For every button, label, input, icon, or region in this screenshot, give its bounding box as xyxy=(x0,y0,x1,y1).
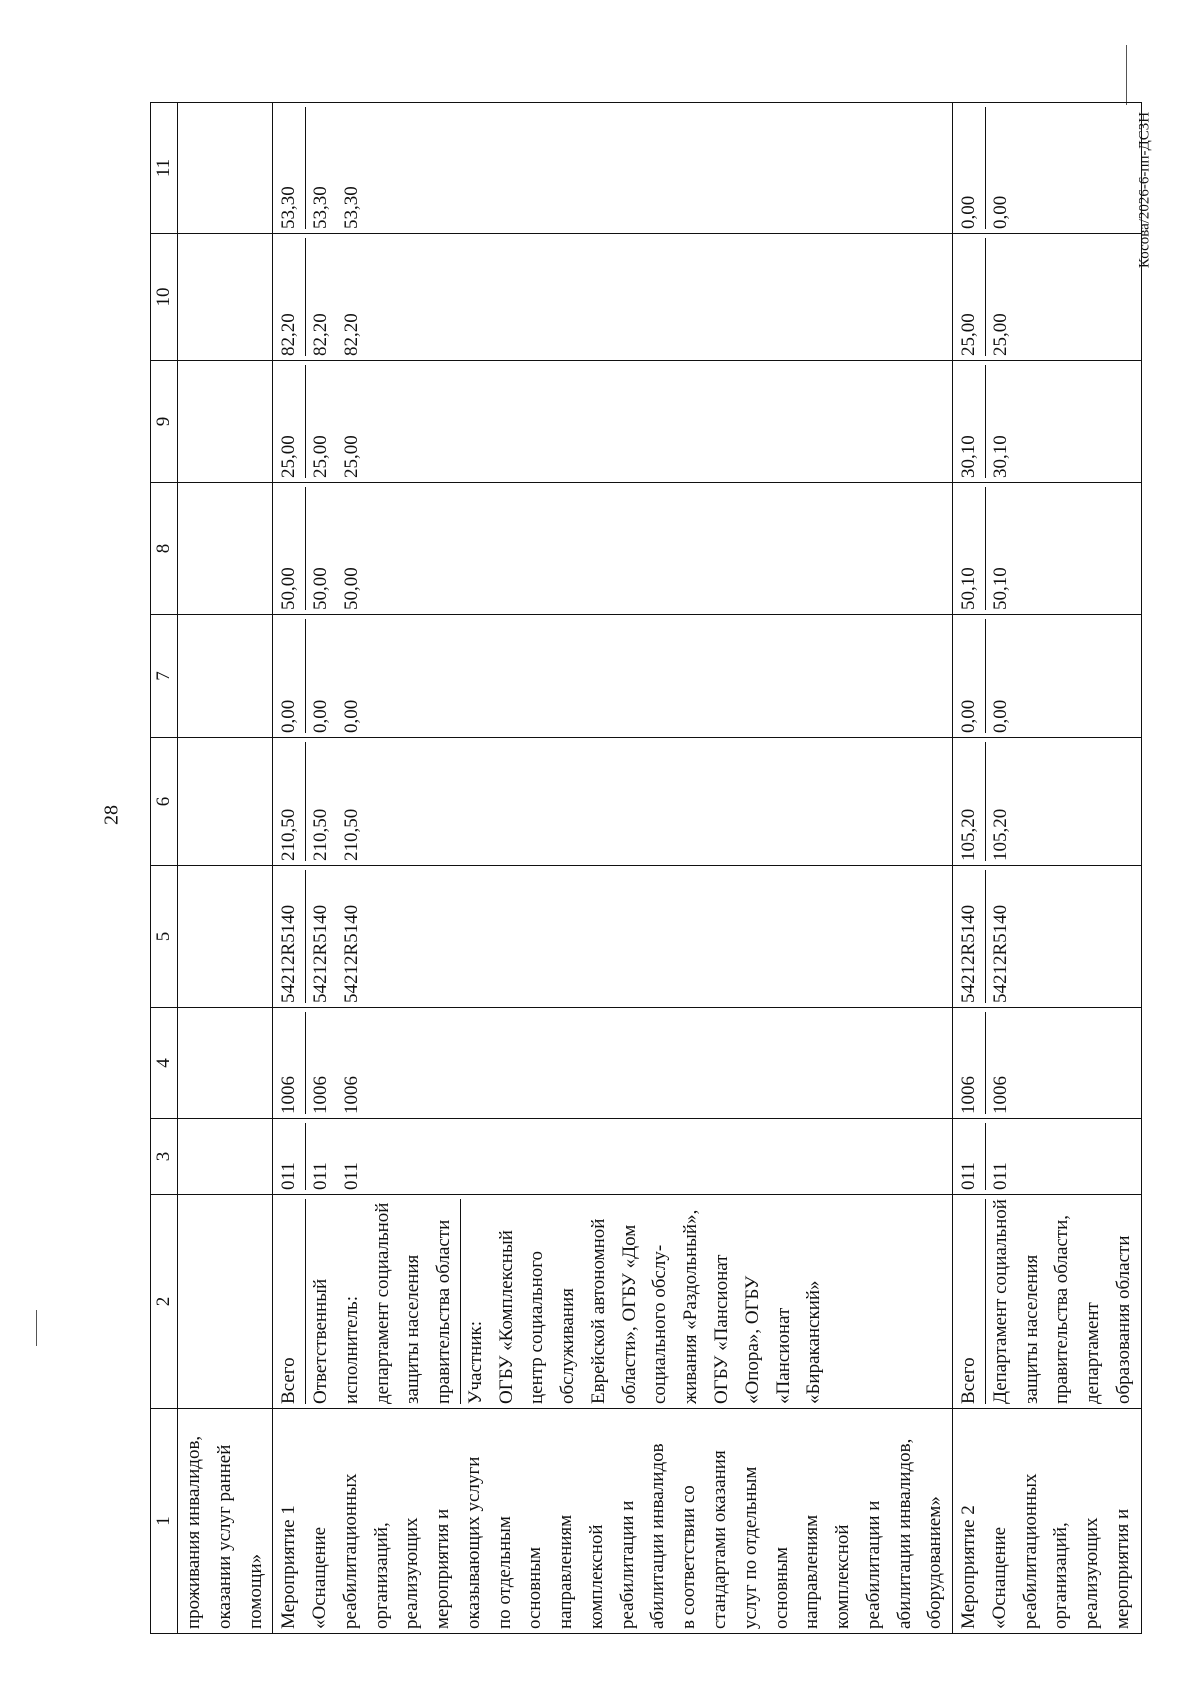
amount-year-cell xyxy=(953,615,1142,738)
value-responsible: 210,50 xyxy=(310,808,332,861)
value-participant: 50,00 xyxy=(340,567,362,610)
text-line: Участник: xyxy=(464,1320,486,1404)
text-line: ОГБУ «Пансионат xyxy=(711,1254,733,1404)
measure-description-cell xyxy=(178,1409,273,1634)
header-cell: 2 xyxy=(151,1195,178,1409)
header-cell: 8 xyxy=(151,483,178,615)
text-line: в соответствии со xyxy=(678,1485,700,1629)
header-cell: 6 xyxy=(151,738,178,866)
empty-cell xyxy=(178,1195,273,1409)
table-row xyxy=(178,103,273,1634)
value-total: 54212R5140 xyxy=(954,870,986,1003)
value-participant: 210,50 xyxy=(340,808,362,861)
value-total: 54212R5140 xyxy=(274,870,306,1003)
value-responsible: 50,10 xyxy=(989,567,1011,610)
value-participant: 1006 xyxy=(340,1076,362,1114)
text-line: помощи» xyxy=(244,1553,266,1629)
text-line: Мероприятие 1 xyxy=(278,1505,300,1629)
amount-year-cell xyxy=(953,361,1142,483)
section-code-cell xyxy=(273,1008,953,1119)
value-participant: 54212R5140 xyxy=(340,904,362,1003)
text-line: мероприятия и xyxy=(432,1508,454,1629)
value-participant: 0,00 xyxy=(340,699,362,733)
executor-cell xyxy=(273,1195,953,1409)
amount-year-cell xyxy=(953,234,1142,361)
header-cell: 3 xyxy=(151,1119,178,1195)
amount-year-cell xyxy=(273,615,953,738)
text-line: образования области xyxy=(1112,1235,1134,1404)
text-line: комплексной xyxy=(585,1524,607,1629)
text-line: Мероприятие 2 xyxy=(958,1505,980,1629)
target-article-cell xyxy=(273,866,953,1008)
amount-year-cell xyxy=(953,103,1142,234)
value-total: 53,30 xyxy=(274,107,306,229)
text-line: проживания инвалидов, xyxy=(183,1435,204,1629)
amount-year-cell xyxy=(953,483,1142,615)
value-responsible: 0,00 xyxy=(989,195,1011,229)
total-label: Всего xyxy=(274,1199,306,1404)
value-responsible: 25,00 xyxy=(989,313,1011,356)
value-total: 50,00 xyxy=(274,487,306,610)
value-participant: 53,30 xyxy=(340,186,362,229)
header-cell: 7 xyxy=(151,615,178,738)
text-line: услуг по отдельным xyxy=(739,1466,761,1629)
text-line: оказании услуг ранней xyxy=(213,1444,235,1629)
text-line: реабилитационных xyxy=(1019,1473,1041,1629)
empty-cell xyxy=(178,234,273,361)
value-total: 50,10 xyxy=(954,487,986,610)
text-line: абилитации инвалидов xyxy=(647,1443,669,1629)
measure-description-cell xyxy=(273,1409,953,1634)
text-line: защиты населения xyxy=(402,1254,424,1404)
budget-table xyxy=(150,102,1142,1634)
text-line: направлениям xyxy=(801,1514,823,1629)
value-responsible: 54212R5140 xyxy=(989,904,1011,1003)
value-total: 011 xyxy=(274,1123,306,1190)
header-cell: 1 xyxy=(151,1409,178,1634)
value-total: 105,20 xyxy=(954,742,986,861)
table-row xyxy=(273,103,953,1634)
text-line: оборудованием» xyxy=(924,1496,946,1629)
amount-total-cell xyxy=(273,738,953,866)
text-line: «Оснащение xyxy=(309,1526,331,1629)
budget-table-frame xyxy=(150,103,1134,1634)
value-responsible: 0,00 xyxy=(989,699,1011,733)
empty-cell xyxy=(178,738,273,866)
value-total: 82,20 xyxy=(274,238,306,356)
empty-cell xyxy=(178,615,273,738)
scan-artifact-line xyxy=(36,1310,37,1346)
header-row xyxy=(151,103,178,1634)
scan-artifact-line xyxy=(1126,45,1127,105)
total-label: Всего xyxy=(954,1199,986,1404)
text-line: реабилитации и xyxy=(616,1500,638,1629)
budget-table-rotated xyxy=(150,103,1134,1634)
text-line: комплексной xyxy=(832,1524,854,1629)
text-line: департамент xyxy=(1082,1302,1104,1404)
text-line: правительства области xyxy=(429,1199,461,1404)
amount-year-cell xyxy=(273,483,953,615)
value-total: 0,00 xyxy=(274,619,306,733)
table-row xyxy=(953,103,1142,1634)
text-line: основным xyxy=(770,1546,792,1629)
text-line: Департамент социальной xyxy=(989,1199,1011,1404)
value-participant: 25,00 xyxy=(340,435,362,478)
text-line: «Пансионат xyxy=(772,1307,794,1404)
text-line: по отдельным xyxy=(493,1516,515,1629)
text-line: «Бираканский» xyxy=(803,1280,825,1404)
text-line: основным xyxy=(524,1546,546,1629)
text-line: организаций, xyxy=(370,1522,392,1629)
text-line: области», ОГБУ «Дом xyxy=(618,1224,640,1404)
text-line: центр социального xyxy=(526,1250,548,1404)
text-line: «Опора», ОГБУ xyxy=(741,1275,763,1404)
empty-cell xyxy=(178,103,273,234)
text-line: исполнитель: xyxy=(340,1296,362,1404)
text-line: реабилитационных xyxy=(339,1473,361,1629)
text-line: обслуживания xyxy=(557,1288,579,1404)
amount-year-cell xyxy=(273,361,953,483)
amount-year-cell xyxy=(273,103,953,234)
value-responsible: 54212R5140 xyxy=(310,904,332,1003)
value-responsible: 011 xyxy=(989,1162,1011,1190)
empty-cell xyxy=(178,361,273,483)
header-cell: 10 xyxy=(151,234,178,361)
text-line: реализующих xyxy=(1081,1517,1103,1629)
value-participant: 011 xyxy=(340,1162,362,1190)
value-responsible: 50,00 xyxy=(310,567,332,610)
value-total: 210,50 xyxy=(274,742,306,861)
amount-total-cell xyxy=(953,738,1142,866)
value-total: 25,00 xyxy=(954,238,986,356)
page-number: 28 xyxy=(100,805,123,825)
text-line: Еврейской автономной xyxy=(587,1218,609,1404)
text-line: стандартами оказания xyxy=(709,1450,731,1629)
text-line: организаций, xyxy=(1050,1522,1072,1629)
text-line: защиты населения xyxy=(1020,1254,1042,1404)
section-code-cell xyxy=(953,1008,1142,1119)
text-line: направлениям xyxy=(555,1514,577,1629)
empty-cell xyxy=(178,866,273,1008)
value-responsible: 30,10 xyxy=(989,435,1011,478)
header-cell: 9 xyxy=(151,361,178,483)
text-line: абилитации инвалидов, xyxy=(893,1438,915,1629)
executor-cell xyxy=(953,1195,1142,1409)
value-responsible: 82,20 xyxy=(310,313,332,356)
value-total: 0,00 xyxy=(954,107,986,229)
value-responsible: 53,30 xyxy=(310,186,332,229)
text-line: живания «Раздольный», xyxy=(680,1209,702,1404)
text-line: мероприятия и xyxy=(1111,1508,1133,1629)
text-line: социального обслу- xyxy=(649,1244,671,1404)
value-total: 30,10 xyxy=(954,365,986,478)
text-line: реабилитации и xyxy=(862,1500,884,1629)
admin-code-cell xyxy=(953,1119,1142,1195)
admin-code-cell xyxy=(273,1119,953,1195)
value-total: 25,00 xyxy=(274,365,306,478)
value-total: 1006 xyxy=(274,1012,306,1114)
value-responsible: 105,20 xyxy=(989,808,1011,861)
text-line: «Оснащение xyxy=(988,1526,1010,1629)
value-responsible: 1006 xyxy=(989,1076,1011,1114)
value-responsible: 011 xyxy=(310,1162,332,1190)
value-total: 1006 xyxy=(954,1012,986,1114)
header-cell: 4 xyxy=(151,1008,178,1119)
empty-cell xyxy=(178,483,273,615)
value-total: 0,00 xyxy=(954,619,986,733)
text-line: ОГБУ «Комплексный xyxy=(495,1230,517,1404)
value-responsible: 0,00 xyxy=(310,699,332,733)
header-cell: 5 xyxy=(151,866,178,1008)
empty-cell xyxy=(178,1119,273,1195)
value-participant: 82,20 xyxy=(340,313,362,356)
text-line: Ответственный xyxy=(310,1278,332,1404)
footer-registration-mark: Косова/2026-6-пп-ДСЗН xyxy=(1136,111,1153,269)
text-line: реализующих xyxy=(401,1517,423,1629)
text-line: оказывающих услуги xyxy=(462,1456,484,1629)
header-cell: 11 xyxy=(151,103,178,234)
target-article-cell xyxy=(953,866,1142,1008)
empty-cell xyxy=(178,1008,273,1119)
amount-year-cell xyxy=(273,234,953,361)
value-total: 011 xyxy=(954,1123,986,1190)
value-responsible: 1006 xyxy=(310,1076,332,1114)
text-line: департамент социальной xyxy=(371,1202,393,1404)
measure-description-cell xyxy=(953,1409,1142,1634)
value-responsible: 25,00 xyxy=(310,435,332,478)
text-line: правительства области, xyxy=(1051,1214,1073,1404)
